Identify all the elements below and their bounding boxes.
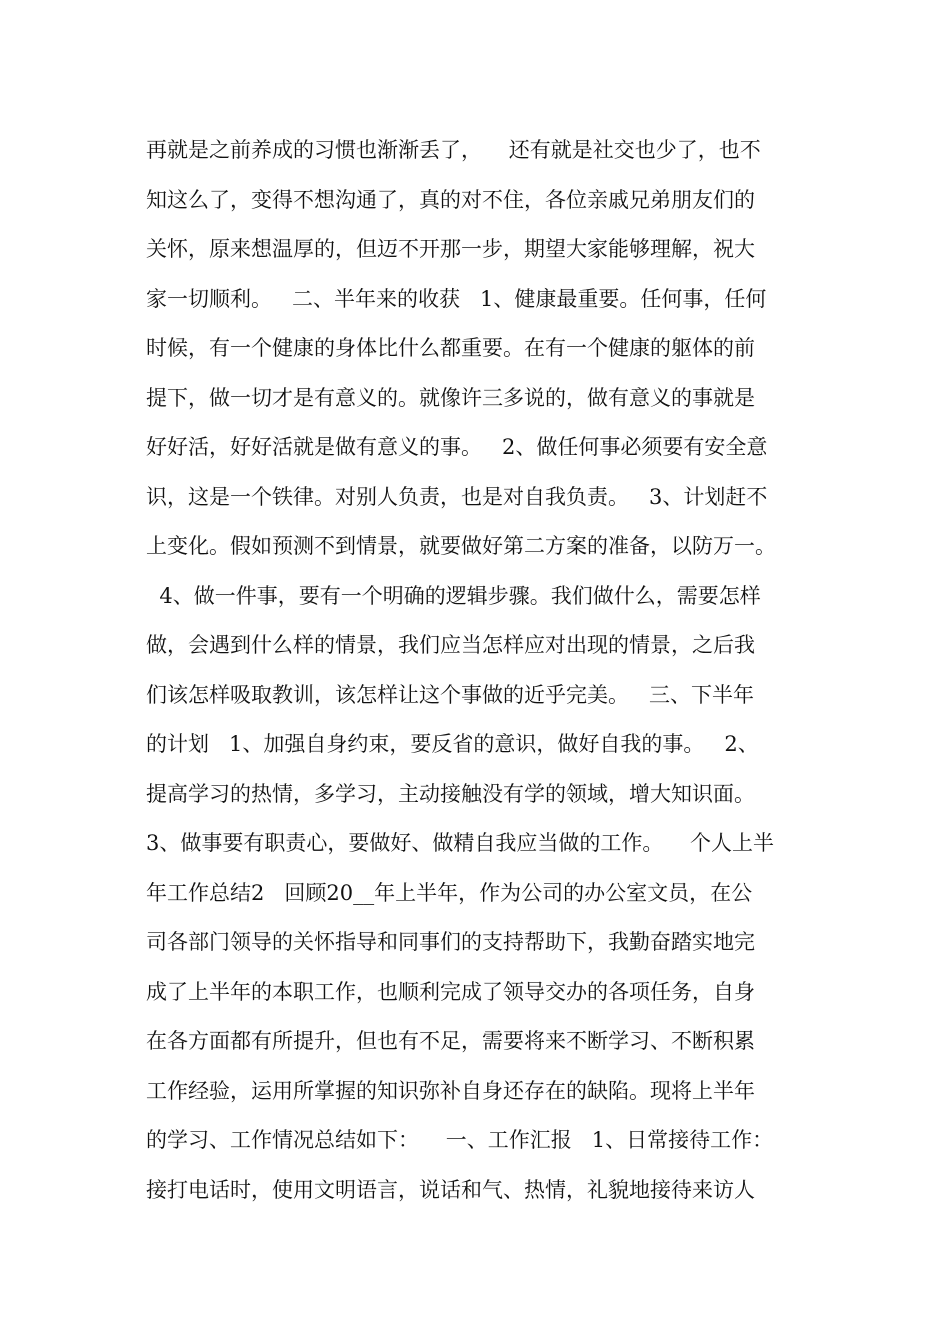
text-line: 年工作总结2 回顾20__年上半年，作为公司的办公室文员，在公: [146, 880, 753, 905]
text-line: 成了上半年的本职工作，也顺利完成了领导交办的各项任务，自身: [146, 979, 755, 1004]
text-line: 4、做一件事，要有一个明确的逻辑步骤。我们做什么，需要怎样: [146, 583, 761, 608]
text-line: 识，这是一个铁律。对别人负责，也是对自我负责。 3、计划赶不: [146, 484, 768, 509]
text-line: 知这么了，变得不想沟通了，真的对不住，各位亲戚兄弟朋友们的: [146, 187, 755, 212]
body-text: [146, 126, 826, 1215]
text-line: 们该怎样吸取教训，该怎样让这个事做的近乎完美。 三、下半年: [146, 682, 755, 707]
text-line: 3、做事要有职责心，要做好、做精自我应当做的工作。 个人上半: [146, 831, 775, 855]
text-line: 上变化。假如预测不到情景，就要做好第二方案的准备，以防万一。: [146, 534, 776, 558]
text-line: 提下，做一切才是有意义的。就像许三多说的，做有意义的事就是: [146, 385, 755, 410]
text-line: 司各部门领导的关怀指导和同事们的支持帮助下，我勤奋踏实地完: [146, 930, 755, 954]
text-line: 再就是之前养成的习惯也渐渐丢了， 还有就是社交也少了，也不: [146, 138, 761, 162]
text-line: 做，会遇到什么样的情景，我们应当怎样应对出现的情景，之后我: [146, 633, 755, 657]
text-line: 的学习、工作情况总结如下： 一、工作汇报 1、日常接待工作：: [146, 1128, 774, 1152]
text-line: 的计划 1、加强自身约束，要反省的意识，做好自我的事。 2、: [146, 732, 759, 756]
text-line: 接打电话时，使用文明语言，说话和气、热情，礼貌地接待来访人: [146, 1177, 755, 1202]
text-line: 关怀，原来想温厚的，但迈不开那一步，期望大家能够理解，祝大: [146, 237, 755, 261]
text-line: 时候，有一个健康的身体比什么都重要。在有一个健康的躯体的前: [146, 336, 755, 360]
text-line: 工作经验，运用所掌握的知识弥补自身还存在的缺陷。现将上半年: [146, 1078, 755, 1103]
text-line: 好好活，好好活就是做有意义的事。 2、做任何事必须要有安全意: [146, 435, 768, 459]
text-line: 家一切顺利。 二、半年来的收获 1、健康最重要。任何事，任何: [146, 286, 767, 311]
text-line: 在各方面都有所提升，但也有不足，需要将来不断学习、不断积累: [146, 1029, 755, 1053]
text-line: 提高学习的热情，多学习，主动接触没有学的领域，增大知识面。: [146, 781, 755, 806]
